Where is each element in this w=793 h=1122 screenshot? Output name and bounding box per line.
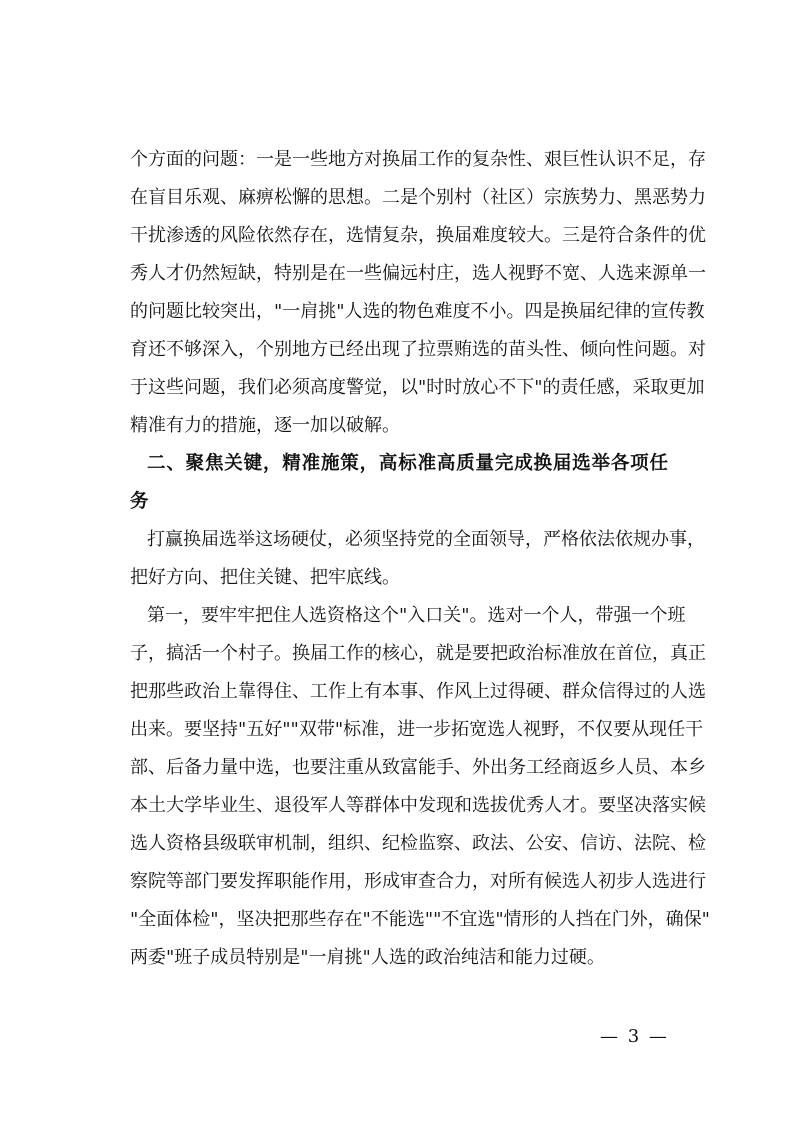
section-heading-line: 务 xyxy=(130,491,149,512)
text-line: 选人资格县级联审机制，组织、纪检监察、政法、公安、信访、法院、检 xyxy=(130,833,706,854)
text-line: 部、后备力量中选，也要注重从致富能手、外出务工经商返乡人员、本乡 xyxy=(130,757,706,778)
text-line: 本土大学毕业生、退役军人等群体中发现和选拔优秀人才。要坚决落实候 xyxy=(130,795,706,816)
text-line: 于这些问题，我们必须高度警觉，以"时时放心不下"的责任感，采取更加 xyxy=(130,377,705,398)
text-line: 把那些政治上靠得住、工作上有本事、作风上过得硬、群众信得过的人选 xyxy=(130,681,706,702)
text-line: 秀人才仍然短缺，特别是在一些偏远村庄，选人视野不宽、人选来源单一 xyxy=(130,263,706,284)
text-line: 的问题比较突出，"一肩挑"人选的物色难度不小。四是换届纪律的宣传教 xyxy=(130,301,705,322)
text-line: 两委"班子成员特别是"一肩挑"人选的政治纯洁和能力过硬。 xyxy=(130,947,605,968)
section-heading-line: 二、聚焦关键，精准施策，高标准高质量完成换届选举各项任 xyxy=(147,453,668,474)
text-line: "全面体检"，坚决把那些存在"不能选""不宜选"情形的人挡在门外，确保" xyxy=(130,909,710,930)
text-line: 把好方向、把住关键、把牢底线。 xyxy=(130,567,400,588)
document-body xyxy=(130,141,710,977)
text-line: 第一，要牢牢把住人选资格这个"入口关"。选对一个人，带强一个班 xyxy=(147,605,686,626)
text-line: 子，搞活一个村子。换届工作的核心，就是要把政治标准放在首位，真正 xyxy=(130,643,706,664)
text-line: 出来。要坚持"五好""双带"标准，进一步拓宽选人视野，不仅要从现任干 xyxy=(130,719,704,740)
text-line: 个方面的问题：一是一些地方对换届工作的复杂性、艰巨性认识不足，存 xyxy=(130,149,706,170)
text-line: 干扰渗透的风险依然存在，选情复杂，换届难度较大。三是符合条件的优 xyxy=(130,225,706,246)
text-line: 察院等部门要发挥职能作用，形成审查合力，对所有候选人初步人选进行 xyxy=(130,871,706,892)
text-line: 打赢换届选举这场硬仗，必须坚持党的全面领导，严格依法依规办事， xyxy=(147,529,705,550)
text-line: 精准有力的措施，逐一加以破解。 xyxy=(130,415,400,436)
text-line: 在盲目乐观、麻痹松懈的思想。二是个别村（社区）宗族势力、黑恶势力 xyxy=(130,187,706,208)
page-number: — 3 — xyxy=(600,1026,669,1047)
text-line: 育还不够深入，个别地方已经出现了拉票贿选的苗头性、倾向性问题。对 xyxy=(130,339,706,360)
